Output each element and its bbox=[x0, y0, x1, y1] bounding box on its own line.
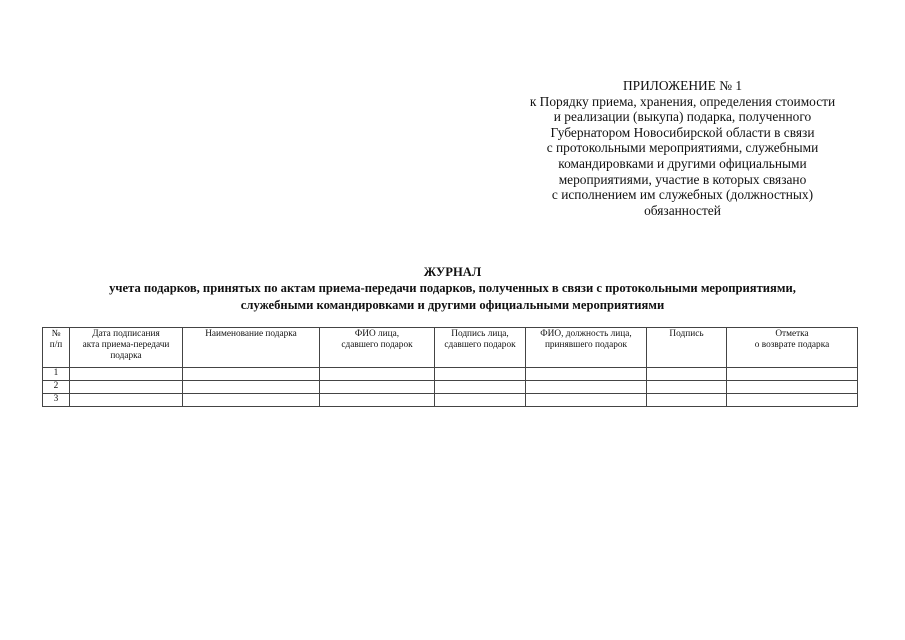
table-cell bbox=[320, 368, 435, 381]
table-cell bbox=[70, 394, 183, 407]
appendix-line: командировками и другими официальными bbox=[558, 155, 807, 171]
table-cell bbox=[320, 381, 435, 394]
appendix-title: ПРИЛОЖЕНИЕ № 1 bbox=[622, 78, 743, 93]
appendix-line: с исполнением им служебных (должностных) bbox=[551, 187, 814, 203]
table-cell bbox=[435, 368, 526, 381]
journal-heading bbox=[30, 264, 875, 313]
table-cell: 1 bbox=[43, 368, 70, 381]
appendix-line: с протокольными мероприятиями, служебными bbox=[546, 140, 819, 156]
table-cell: 3 bbox=[43, 394, 70, 407]
table-cell bbox=[647, 368, 727, 381]
journal-subtitle-line: служебными командировками и другими официальными мероприятиями bbox=[240, 297, 665, 312]
column-header-number: № п/п bbox=[43, 328, 70, 368]
table-cell bbox=[727, 368, 858, 381]
table-cell bbox=[70, 381, 183, 394]
table-cell bbox=[727, 381, 858, 394]
appendix-line: обязанностей bbox=[644, 202, 721, 218]
table-cell bbox=[70, 368, 183, 381]
table-cell bbox=[727, 394, 858, 407]
table-cell bbox=[183, 368, 320, 381]
journal-subtitle-line: учета подарков, принятых по актам приема-передачи подарков, полученных в связи с протокольными мероприятиями, bbox=[109, 281, 796, 296]
table-cell bbox=[526, 368, 647, 381]
table-row bbox=[43, 394, 858, 407]
column-header-receiver: ФИО, должность лица, принявшего подарок bbox=[526, 328, 647, 368]
journal-table bbox=[42, 327, 858, 407]
appendix-line: Губернатором Новосибирской области в связи bbox=[550, 124, 815, 140]
appendix-line: и реализации (выкупа) подарка, полученного bbox=[553, 109, 812, 125]
table-cell bbox=[320, 394, 435, 407]
table-cell bbox=[647, 394, 727, 407]
table-cell: 2 bbox=[43, 381, 70, 394]
appendix-line: мероприятиями, участие в которых связано bbox=[558, 171, 807, 187]
column-header-act-date: Дата подписания акта приема-передачи подарка bbox=[70, 328, 183, 368]
column-header-donor-signature: Подпись лица, сдавшего подарок bbox=[435, 328, 526, 368]
table-cell bbox=[526, 381, 647, 394]
appendix-line: к Порядку приема, хранения, определения стоимости bbox=[529, 93, 836, 109]
table-cell bbox=[647, 381, 727, 394]
table-cell bbox=[435, 381, 526, 394]
table-cell bbox=[435, 394, 526, 407]
table-row bbox=[43, 368, 858, 381]
table-header-row bbox=[43, 328, 858, 368]
table-row bbox=[43, 381, 858, 394]
appendix-block bbox=[495, 78, 870, 218]
column-header-signature: Подпись bbox=[647, 328, 727, 368]
table-cell bbox=[183, 394, 320, 407]
journal-title: ЖУРНАЛ bbox=[423, 265, 482, 279]
column-header-return-mark: Отметка о возврате подарка bbox=[727, 328, 858, 368]
column-header-gift-name: Наименование подарка bbox=[183, 328, 320, 368]
table-cell bbox=[526, 394, 647, 407]
table-cell bbox=[183, 381, 320, 394]
column-header-donor-name: ФИО лица, сдавшего подарок bbox=[320, 328, 435, 368]
